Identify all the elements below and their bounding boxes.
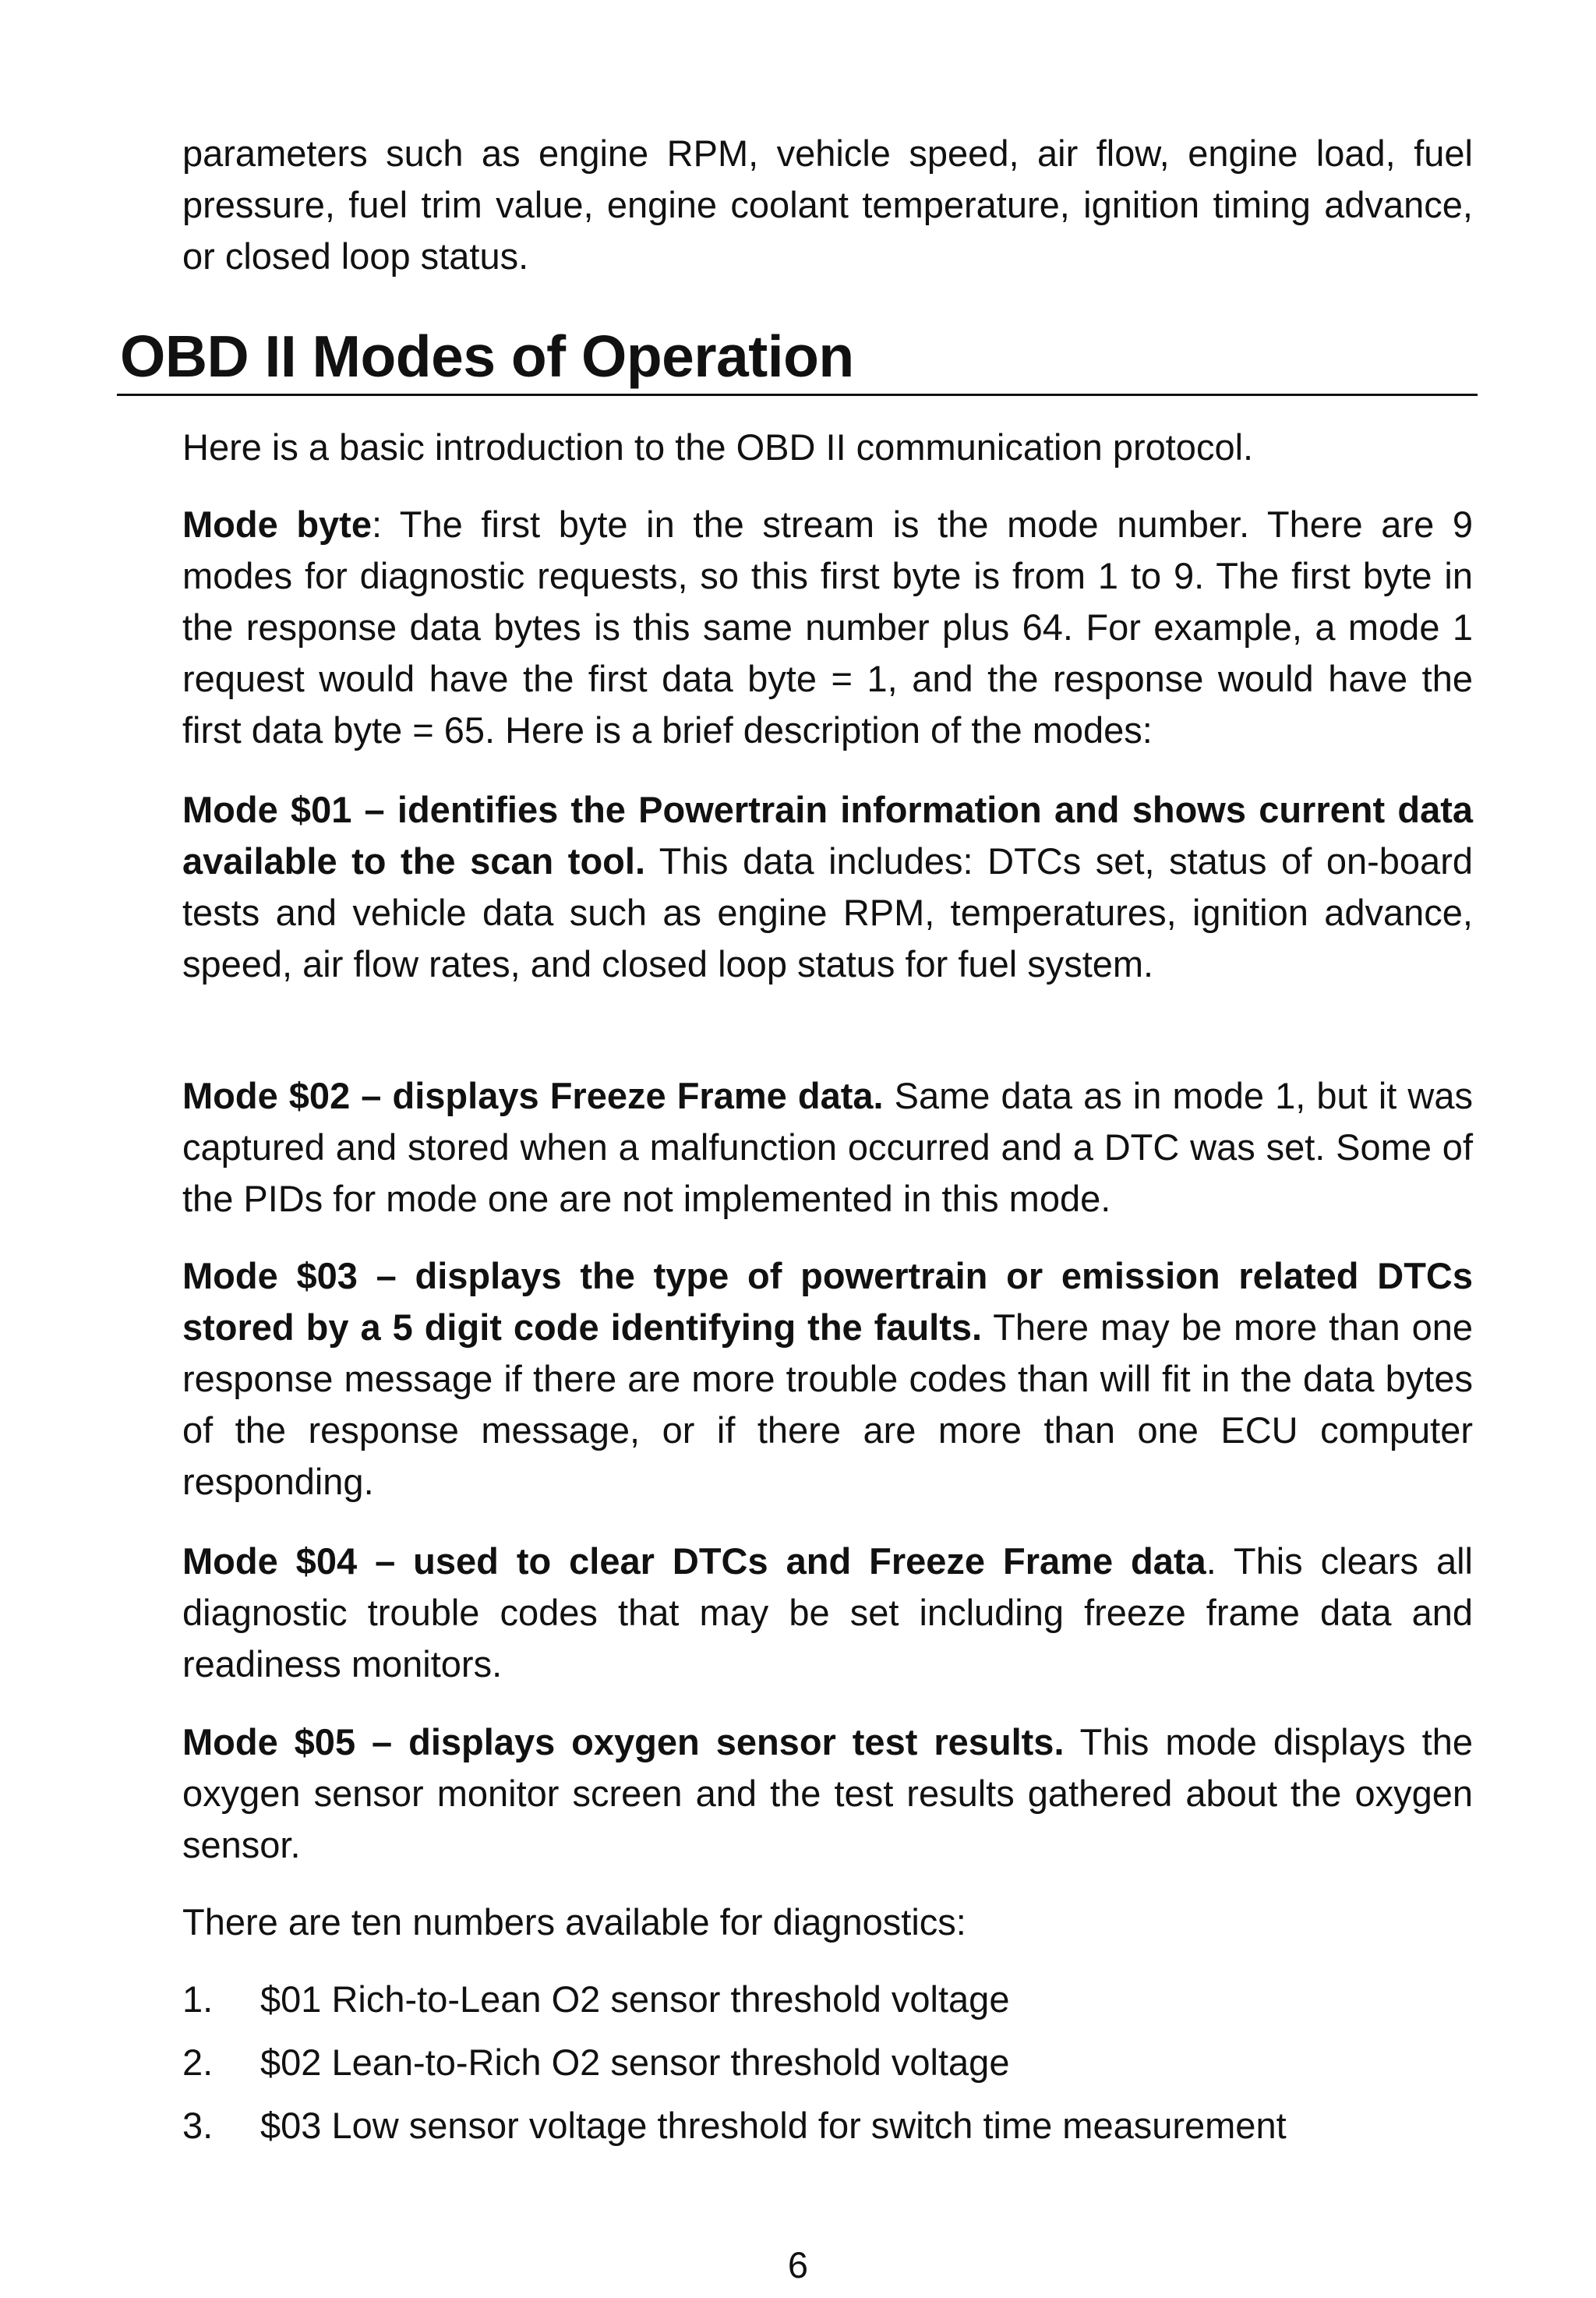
mode-05-title: Mode $05 – displays oxygen sensor test results. bbox=[182, 1721, 1065, 1762]
list-item-number: 1. bbox=[182, 1978, 214, 2020]
mode-04-title: Mode $04 – used to clear DTCs and Freeze Frame data bbox=[182, 1540, 1206, 1582]
mode-byte-text: : The first byte in the stream is the mode number. There are 9 modes for diagnostic requests, so this first byte is from 1 to 9. The first byte in the response data bytes is this same number plus 64. For example, a mode 1 request would have the first data byte = 1, and the response would have the first data byte = 65. Here is a brief description of the modes: bbox=[182, 504, 1473, 751]
mode-byte-paragraph bbox=[182, 499, 1473, 756]
list-item bbox=[182, 1974, 1473, 2025]
diagnostics-list bbox=[182, 1974, 1473, 2163]
section-heading: OBD II Modes of Operation bbox=[120, 323, 854, 389]
mode-03-text: There may be more than one response message if there are more trouble codes than will fit in the data bytes of the response message, or if there are more than one ECU computer responding. bbox=[182, 1306, 1473, 1502]
section-intro-paragraph: Here is a basic introduction to the OBD II communication protocol. bbox=[182, 426, 1254, 468]
list-item-text: $03 Low sensor voltage threshold for switch time measurement bbox=[260, 2105, 1287, 2146]
mode-02-text: Same data as in mode 1, but it was captured and stored when a malfunction occurred and a DTC was set. Some of the PIDs for mode one are not implemented in this mode. bbox=[182, 1075, 1473, 1219]
list-item-text: $02 Lean-to-Rich O2 sensor threshold voltage bbox=[260, 2042, 1010, 2083]
mode-04-text: . This clears all diagnostic trouble codes that may be set including freeze frame data and readiness monitors. bbox=[182, 1540, 1473, 1685]
list-item bbox=[182, 2037, 1473, 2088]
mode-03-paragraph bbox=[182, 1250, 1473, 1508]
list-item-number: 2. bbox=[182, 2042, 214, 2083]
mode-04-paragraph bbox=[182, 1536, 1473, 1690]
heading-underline bbox=[117, 394, 1478, 396]
page-number: 6 bbox=[787, 2244, 809, 2286]
mode-01-text: This data includes: DTCs set, status of on-board tests and vehicle data such as engine RPM, temperatures, ignition advance, speed, air flow rates, and closed loop status for fuel system. bbox=[182, 840, 1473, 985]
mode-03-title: Mode $03 – displays the type of powertrain or emission related DTCs stored by a 5 digit code identifying the faults. bbox=[182, 1255, 1473, 1348]
diagnostics-intro-paragraph: There are ten numbers available for diagnostics: bbox=[182, 1901, 966, 1943]
mode-02-title: Mode $02 – displays Freeze Frame data. bbox=[182, 1075, 884, 1116]
mode-01-paragraph bbox=[182, 784, 1473, 990]
mode-02-paragraph bbox=[182, 1070, 1473, 1225]
mode-05-text: This mode displays the oxygen sensor monitor screen and the test results gathered about the oxygen sensor. bbox=[182, 1721, 1473, 1865]
list-item bbox=[182, 2100, 1473, 2151]
list-item-text: $01 Rich-to-Lean O2 sensor threshold voltage bbox=[260, 1978, 1010, 2020]
list-item-number: 3. bbox=[182, 2105, 214, 2146]
intro-continuation-paragraph: parameters such as engine RPM, vehicle speed, air flow, engine load, fuel pressure, fuel trim value, engine coolant temperature, ignition timing advance, or closed loop status. bbox=[182, 133, 1473, 277]
mode-byte-label: Mode byte bbox=[182, 504, 372, 545]
mode-05-paragraph bbox=[182, 1716, 1473, 1871]
mode-01-title: Mode $01 – identifies the Powertrain information and shows current data available to the scan tool. bbox=[182, 789, 1473, 882]
